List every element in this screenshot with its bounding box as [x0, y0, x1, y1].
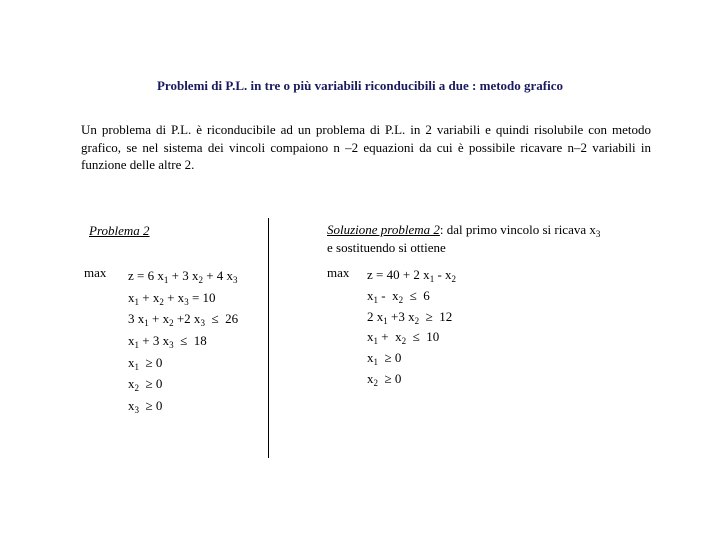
constraint-line	[128, 373, 238, 395]
expression-text: z = 40 + 2 x	[367, 267, 430, 282]
expression-text: + 3 x	[139, 333, 170, 349]
subscript-index: 3	[200, 318, 205, 329]
expression-text: +3 x	[387, 308, 415, 324]
constraint-line	[367, 265, 456, 286]
solution-heading-label: Soluzione problema 2	[327, 222, 440, 237]
constraint-line	[367, 307, 456, 328]
expression-text: - x	[378, 287, 399, 303]
solution-heading	[327, 221, 647, 257]
subscript-index: 3	[169, 340, 174, 351]
subscript-index: 1	[134, 340, 139, 351]
subscript-index: 2	[198, 275, 203, 285]
expression-text: ≤ 10	[406, 329, 440, 345]
subscript-index: 1	[163, 275, 169, 285]
subscript-index: 2	[373, 377, 378, 388]
subscript-index: 2	[414, 315, 420, 326]
problem-system	[128, 265, 238, 417]
subscript-index: 2	[134, 383, 139, 394]
expression-text: ≥ 0	[139, 354, 163, 370]
constraint-line	[367, 327, 456, 348]
subscript-index: 3	[184, 296, 189, 307]
expression-text: ≥ 0	[378, 370, 402, 386]
constraint-line	[128, 352, 238, 374]
solution-heading-line2: e sostituendo si ottiene	[327, 240, 446, 255]
expression-text: + x	[163, 289, 185, 305]
expression-text: +2 x	[173, 311, 201, 327]
subscript-index: 2	[159, 296, 164, 307]
expression-text: ≤ 6	[403, 287, 430, 303]
subscript-index: 2	[398, 294, 404, 305]
expression-text: : dal primo vincolo si ricava x	[439, 222, 596, 237]
subscript-index: 1	[144, 318, 149, 329]
constraint-line	[128, 308, 238, 330]
expression-text: x	[128, 289, 135, 305]
subscript-index: 1	[383, 315, 388, 326]
subscript-index: 3	[595, 229, 601, 239]
subscript-index: 1	[134, 361, 139, 372]
subscript-index: 2	[401, 336, 407, 347]
column-divider	[268, 218, 269, 458]
expression-text: x	[367, 350, 374, 366]
expression-text: + x	[378, 329, 402, 345]
expression-text: x	[128, 376, 135, 392]
subscript-index: 2	[169, 318, 174, 329]
subscript-index: 1	[429, 274, 435, 284]
expression-text: x	[367, 329, 374, 345]
expression-text: + x	[139, 289, 160, 305]
expression-text: x	[367, 370, 374, 386]
subscript-index: 1	[373, 336, 378, 347]
expression-text: ≤ 18	[173, 333, 207, 349]
expression-text: + 4 x	[202, 268, 234, 283]
constraint-line	[128, 265, 238, 287]
constraint-line	[128, 330, 238, 352]
subscript-index: 1	[373, 357, 378, 368]
constraint-line	[367, 369, 456, 390]
expression-text: ≥ 12	[419, 308, 453, 324]
expression-text: 3 x	[128, 311, 145, 327]
problem-heading: Problema 2	[89, 223, 150, 238]
expression-text: x	[367, 287, 374, 303]
constraint-line	[367, 286, 456, 307]
expression-text: x	[128, 398, 135, 414]
subscript-index: 3	[233, 275, 238, 285]
constraint-line	[367, 348, 456, 369]
intro-paragraph: Un problema di P.L. è riconducibile ad un problema di P.L. in 2 variabili e quindi risolubile con metodo grafico, se nel sistema dei vincoli compaiono n –2 equazioni da cui è possibile ricavare n–2 variabili in funzione delle altre 2.	[81, 122, 651, 172]
expression-text: ≥ 0	[139, 376, 163, 392]
expression-text: ≥ 0	[139, 398, 163, 414]
solution-heading-rest	[440, 222, 600, 237]
expression-text: + x	[148, 311, 170, 327]
expression-text: = 10	[188, 289, 216, 305]
problem-max-label: max	[84, 265, 107, 280]
constraint-line	[128, 287, 238, 309]
solution-max-label: max	[327, 265, 350, 280]
subscript-index: 3	[134, 405, 139, 416]
expression-text: 2 x	[367, 308, 384, 324]
subscript-index: 2	[451, 274, 457, 284]
subscript-index: 1	[373, 294, 378, 305]
expression-text: x	[128, 354, 135, 370]
expression-text: x	[128, 333, 135, 349]
subscript-index: 1	[134, 296, 139, 307]
expression-text: ≤ 26	[204, 311, 239, 327]
expression-text: - x	[434, 267, 452, 282]
constraint-line	[128, 395, 238, 417]
expression-text: ≥ 0	[378, 350, 402, 366]
solution-system	[367, 265, 456, 390]
page-title: Problemi di P.L. in tre o più variabili riconducibili a due : metodo grafico	[156, 78, 564, 93]
expression-text: z = 6 x	[128, 268, 164, 283]
expression-text: + 3 x	[168, 268, 199, 283]
